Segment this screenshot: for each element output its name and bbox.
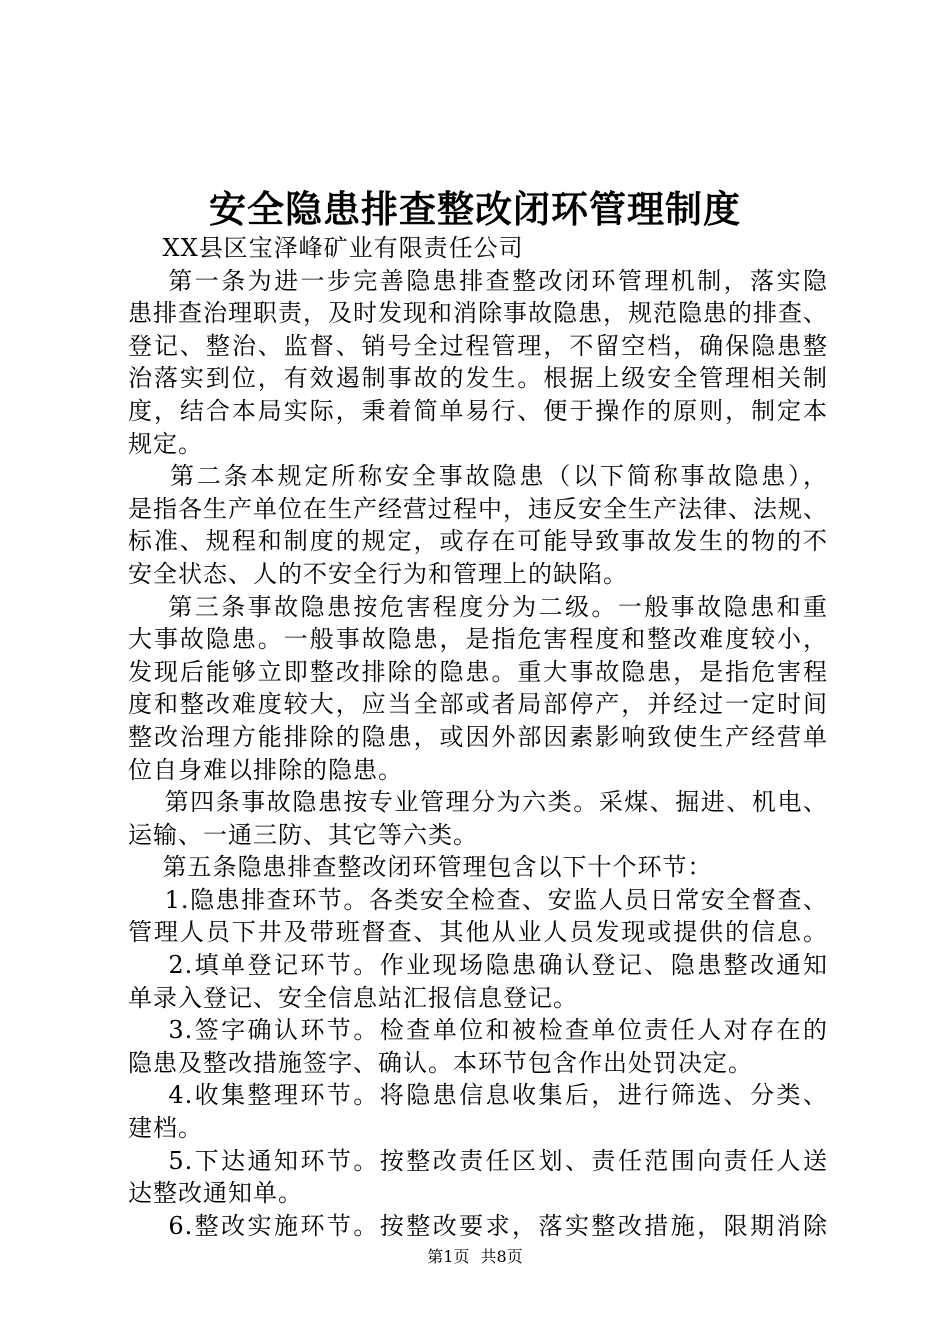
text-line: 登记、整治、监督、销号全过程管理，不留空档，确保隐患整: [128, 331, 828, 360]
page-number: 第1页: [427, 1247, 470, 1266]
text-line: 整改治理方能排除的隐患，或因外部因素影响致使生产经营单: [128, 722, 828, 751]
page-footer: [0, 1247, 950, 1267]
text-line: 3.签字确认环节。检查单位和被检查单位责任人对存在的: [128, 1016, 828, 1045]
text-line: 运输、一通三防、其它等六类。: [128, 820, 478, 849]
text-line: 建档。: [128, 1114, 203, 1143]
text-line: XX县区宝泽峰矿业有限责任公司: [128, 234, 524, 262]
text-line: 度和整改难度较大，应当全部或者局部停产，并经过一定时间: [128, 690, 828, 719]
text-line: 标准、规程和制度的规定，或存在可能导致事故发生的物的不: [128, 527, 828, 556]
text-line: 1.隐患排查环节。各类安全检查、安监人员日常安全督查、: [128, 885, 828, 914]
text-line: 单录入登记、安全信息站汇报信息登记。: [128, 983, 578, 1012]
text-line: 安全状态、人的不安全行为和管理上的缺陷。: [128, 559, 628, 588]
text-line: 位自身难以排除的隐患。: [128, 755, 403, 784]
text-line: 规定。: [128, 429, 203, 458]
text-line: 管理人员下井及带班督查、其他从业人员发现或提供的信息。: [128, 918, 828, 947]
text-line: 第二条本规定所称安全事故隐患（以下简称事故隐患），: [128, 462, 828, 491]
text-line: 发现后能够立即整改排除的隐患。重大事故隐患，是指危害程: [128, 657, 828, 686]
page-total: 共8页: [480, 1247, 523, 1266]
text-line: 2.填单登记环节。作业现场隐患确认登记、隐患整改通知: [128, 951, 828, 980]
text-line: 度，结合本局实际，秉着简单易行、便于操作的原则，制定本: [128, 396, 828, 425]
text-line: 第四条事故隐患按专业管理分为六类。采煤、掘进、机电、: [128, 788, 828, 817]
text-line: 达整改通知单。: [128, 1179, 303, 1208]
text-line: 大事故隐患。一般事故隐患，是指危害程度和整改难度较小，: [128, 625, 828, 654]
text-line: 治落实到位，有效遏制事故的发生。根据上级安全管理相关制: [128, 364, 828, 393]
text-line: 隐患及整改措施签字、确认。本环节包含作出处罚决定。: [128, 1048, 753, 1077]
text-line: 6.整改实施环节。按整改要求，落实整改措施，限期消除: [128, 1211, 828, 1240]
document-body: [128, 232, 828, 1242]
text-line: 第三条事故隐患按危害程度分为二级。一般事故隐患和重: [128, 592, 828, 621]
document-title: 安全隐患排查整改闭环管理制度: [209, 187, 741, 231]
text-line: 第五条隐患排查整改闭环管理包含以下十个环节：: [128, 853, 713, 882]
text-line: 第一条为进一步完善隐患排查整改闭环管理机制，落实隐: [128, 266, 828, 295]
text-line: 4.收集整理环节。将隐患信息收集后，进行筛选、分类、: [128, 1081, 828, 1110]
text-line: 患排查治理职责，及时发现和消除事故隐患，规范隐患的排查、: [128, 299, 828, 328]
text-line: 是指各生产单位在生产经营过程中，违反安全生产法律、法规、: [128, 494, 828, 523]
text-line: 5.下达通知环节。按整改责任区划、责任范围向责任人送: [128, 1146, 828, 1175]
